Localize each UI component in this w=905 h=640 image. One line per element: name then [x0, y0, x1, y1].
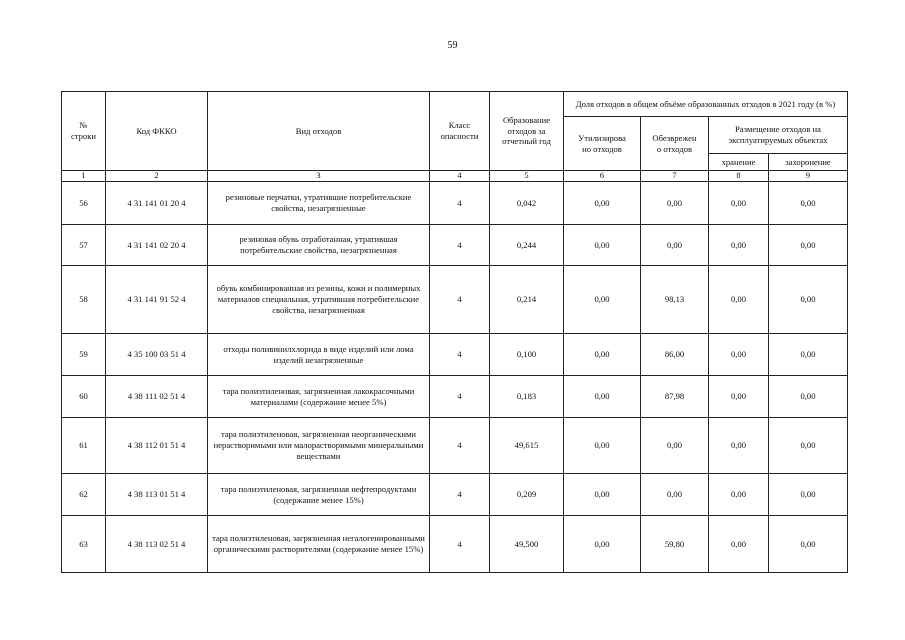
- table-header: [62, 92, 848, 182]
- cell-waste-kind: резиновая обувь отработанная, утратившая потребительские свойства, незагрязненная: [208, 225, 430, 266]
- cell-storage: 0,00: [709, 516, 769, 573]
- table-row: [62, 474, 848, 516]
- cell-row-number: 63: [62, 516, 106, 573]
- cell-waste-kind: резиновые перчатки, утратившие потребительские свойства, незагрязненные: [208, 182, 430, 225]
- cell-generation: 49,500: [490, 516, 564, 573]
- cell-fkko-code: 4 31 141 02 20 4: [106, 225, 208, 266]
- cell-utilization: 0,00: [564, 182, 641, 225]
- cell-waste-kind: тара полиэтиленовая, загрязненная неорганическими нерастворимыми или малорастворимыми минеральными веществами: [208, 418, 430, 474]
- header-fkko-code: Код ФККО: [106, 92, 208, 171]
- waste-table: [61, 91, 848, 573]
- cell-generation: 0,042: [490, 182, 564, 225]
- table-row: [62, 266, 848, 334]
- table-row: [62, 418, 848, 474]
- cell-burial: 0,00: [769, 266, 848, 334]
- cell-storage: 0,00: [709, 334, 769, 376]
- column-number: 1: [62, 171, 106, 182]
- cell-neutralization: 86,00: [641, 334, 709, 376]
- cell-generation: 0,209: [490, 474, 564, 516]
- cell-fkko-code: 4 31 141 91 52 4: [106, 266, 208, 334]
- cell-row-number: 57: [62, 225, 106, 266]
- cell-generation: 0,244: [490, 225, 564, 266]
- cell-utilization: 0,00: [564, 516, 641, 573]
- header-generation: Образование отходов за отчетный год: [490, 92, 564, 171]
- cell-storage: 0,00: [709, 376, 769, 418]
- cell-burial: 0,00: [769, 418, 848, 474]
- column-numbers-row: [62, 171, 848, 182]
- cell-fkko-code: 4 38 111 02 51 4: [106, 376, 208, 418]
- cell-row-number: 62: [62, 474, 106, 516]
- header-waste-kind: Вид отходов: [208, 92, 430, 171]
- table-row: [62, 376, 848, 418]
- cell-burial: 0,00: [769, 225, 848, 266]
- table-row: [62, 225, 848, 266]
- table-body: [62, 182, 848, 573]
- cell-fkko-code: 4 31 141 01 20 4: [106, 182, 208, 225]
- cell-hazard-class: 4: [430, 376, 490, 418]
- page-number: 59: [447, 40, 458, 51]
- cell-generation: 0,214: [490, 266, 564, 334]
- cell-neutralization: 0,00: [641, 474, 709, 516]
- header-burial: захоронение: [769, 154, 848, 171]
- cell-neutralization: 0,00: [641, 182, 709, 225]
- header-share-group: Доля отходов в общем объёме образованных отходов в 2021 году (в %): [564, 92, 848, 117]
- header-row-number: № строки: [62, 92, 106, 171]
- cell-hazard-class: 4: [430, 516, 490, 573]
- header-utilization: Утилизирова но отходов: [564, 117, 641, 171]
- cell-generation: 0,183: [490, 376, 564, 418]
- cell-neutralization: 87,98: [641, 376, 709, 418]
- cell-neutralization: 0,00: [641, 225, 709, 266]
- column-number: 9: [769, 171, 848, 182]
- cell-fkko-code: 4 38 112 01 51 4: [106, 418, 208, 474]
- cell-waste-kind: тара полиэтиленовая, загрязненная негалогенированными органическими растворителями (содержание менее 15%): [208, 516, 430, 573]
- header-placement-group: Размещение отходов на эксплуатируемых объектах: [709, 117, 848, 154]
- cell-burial: 0,00: [769, 474, 848, 516]
- header-neutralization: Обезврежен о отходов: [641, 117, 709, 171]
- cell-neutralization: 98,13: [641, 266, 709, 334]
- cell-row-number: 61: [62, 418, 106, 474]
- cell-utilization: 0,00: [564, 474, 641, 516]
- cell-waste-kind: отходы поливинилхлорида в виде изделий или лома изделий незагрязненные: [208, 334, 430, 376]
- header-storage: хранение: [709, 154, 769, 171]
- column-number: 3: [208, 171, 430, 182]
- column-number: 8: [709, 171, 769, 182]
- cell-hazard-class: 4: [430, 474, 490, 516]
- cell-neutralization: 59,80: [641, 516, 709, 573]
- cell-burial: 0,00: [769, 376, 848, 418]
- cell-burial: 0,00: [769, 334, 848, 376]
- table-row: [62, 334, 848, 376]
- cell-waste-kind: обувь комбинированная из резины, кожи и полимерных материалов специальная, утратившая потребительские свойства, незагрязненная: [208, 266, 430, 334]
- cell-hazard-class: 4: [430, 225, 490, 266]
- cell-waste-kind: тара полиэтиленовая, загрязненная лакокрасочными материалами (содержание менее 5%): [208, 376, 430, 418]
- cell-row-number: 58: [62, 266, 106, 334]
- cell-storage: 0,00: [709, 225, 769, 266]
- cell-hazard-class: 4: [430, 182, 490, 225]
- cell-burial: 0,00: [769, 182, 848, 225]
- table-row: [62, 182, 848, 225]
- column-number: 2: [106, 171, 208, 182]
- cell-utilization: 0,00: [564, 266, 641, 334]
- cell-generation: 49,615: [490, 418, 564, 474]
- cell-burial: 0,00: [769, 516, 848, 573]
- cell-storage: 0,00: [709, 266, 769, 334]
- cell-utilization: 0,00: [564, 376, 641, 418]
- header-hazard-class: Класс опасности: [430, 92, 490, 171]
- cell-neutralization: 0,00: [641, 418, 709, 474]
- cell-storage: 0,00: [709, 474, 769, 516]
- cell-fkko-code: 4 38 113 01 51 4: [106, 474, 208, 516]
- cell-utilization: 0,00: [564, 225, 641, 266]
- cell-fkko-code: 4 38 113 02 51 4: [106, 516, 208, 573]
- cell-row-number: 56: [62, 182, 106, 225]
- table-row: [62, 516, 848, 573]
- column-number: 7: [641, 171, 709, 182]
- cell-storage: 0,00: [709, 418, 769, 474]
- column-number: 4: [430, 171, 490, 182]
- cell-storage: 0,00: [709, 182, 769, 225]
- cell-row-number: 59: [62, 334, 106, 376]
- cell-utilization: 0,00: [564, 334, 641, 376]
- cell-row-number: 60: [62, 376, 106, 418]
- cell-generation: 0,100: [490, 334, 564, 376]
- cell-hazard-class: 4: [430, 266, 490, 334]
- column-number: 5: [490, 171, 564, 182]
- cell-hazard-class: 4: [430, 334, 490, 376]
- cell-waste-kind: тара полиэтиленовая, загрязненная нефтепродуктами (содержание менее 15%): [208, 474, 430, 516]
- cell-hazard-class: 4: [430, 418, 490, 474]
- cell-fkko-code: 4 35 100 03 51 4: [106, 334, 208, 376]
- cell-utilization: 0,00: [564, 418, 641, 474]
- column-number: 6: [564, 171, 641, 182]
